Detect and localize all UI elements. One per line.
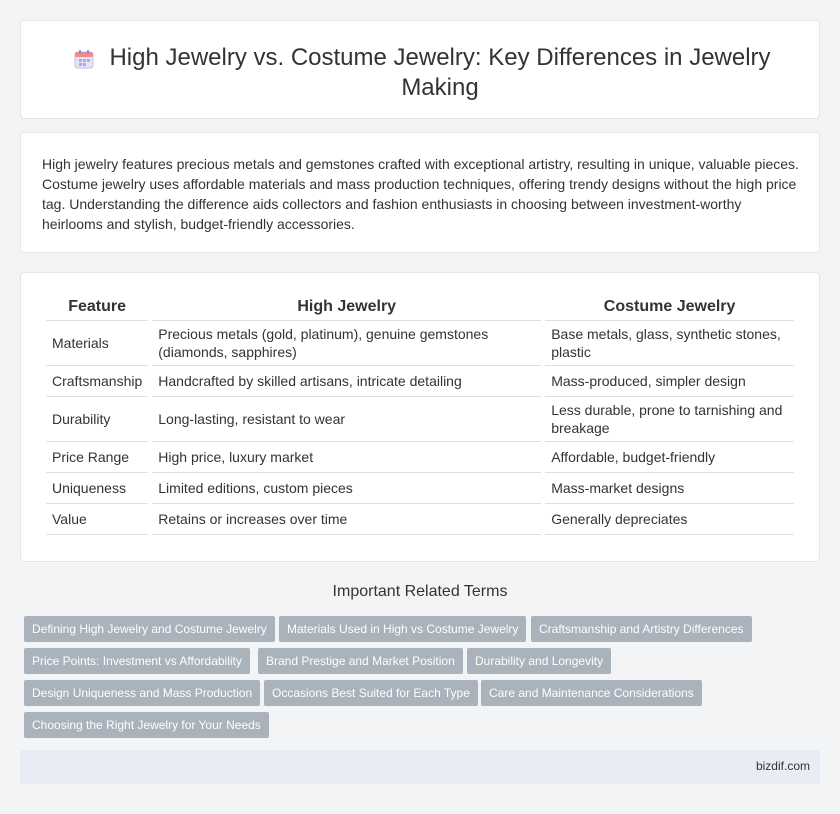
- related-tag[interactable]: Brand Prestige and Market Position: [258, 648, 463, 674]
- comparison-table: [42, 293, 798, 535]
- related-terms-title: Important Related Terms: [332, 583, 508, 600]
- table-cell: Mass-market designs: [545, 473, 794, 504]
- related-tag[interactable]: Care and Maintenance Considerations: [481, 680, 702, 706]
- related-tag[interactable]: Choosing the Right Jewelry for Your Needs: [24, 712, 269, 738]
- table-header-row: [46, 293, 794, 321]
- table-cell: Materials: [46, 321, 148, 366]
- related-tag[interactable]: Occasions Best Suited for Each Type: [264, 680, 478, 706]
- comparison-card: [20, 272, 820, 562]
- intro-card: [20, 132, 820, 253]
- table-row: [46, 442, 794, 473]
- table-cell: Uniqueness: [46, 473, 148, 504]
- header-high-jewelry: High Jewelry: [152, 293, 541, 321]
- intro-paragraph: High jewelry features precious metals and gemstones crafted with exceptional artistry, resulting in unique, valuable pieces. Costume jewelry uses affordable materials and mass production techniques, offering trendy designs without the high price tag. Understanding the difference aids collectors and fashion enthusiasts in choosing between investment-worthy heirlooms and stylish, budget-friendly accessories.: [42, 156, 799, 232]
- table-cell: Value: [46, 504, 148, 535]
- related-tag[interactable]: Durability and Longevity: [467, 648, 611, 674]
- page-title: High Jewelry vs. Costume Jewelry: Key Differences in Jewelry Making: [109, 44, 771, 101]
- table-cell: Craftsmanship: [46, 366, 148, 397]
- table-cell: Base metals, glass, synthetic stones, plastic: [545, 321, 794, 366]
- table-cell: Limited editions, custom pieces: [152, 473, 541, 504]
- table-cell: Price Range: [46, 442, 148, 473]
- table-row: [46, 366, 794, 397]
- table-cell: Durability: [46, 397, 148, 442]
- table-cell: Less durable, prone to tarnishing and breakage: [545, 397, 794, 442]
- table-cell: Affordable, budget-friendly: [545, 442, 794, 473]
- related-tag[interactable]: Price Points: Investment vs Affordability: [24, 648, 250, 674]
- header-card: [20, 20, 820, 119]
- table-cell: Long-lasting, resistant to wear: [152, 397, 541, 442]
- header-feature: Feature: [46, 293, 148, 321]
- related-tag[interactable]: Defining High Jewelry and Costume Jewelry: [24, 616, 275, 642]
- related-tag[interactable]: Design Uniqueness and Mass Production: [24, 680, 260, 706]
- footer-site-link[interactable]: bizdif.com: [755, 759, 810, 773]
- footer: [20, 750, 820, 784]
- table-cell: High price, luxury market: [152, 442, 541, 473]
- table-cell: Retains or increases over time: [152, 504, 541, 535]
- header-costume-jewelry: Costume Jewelry: [545, 293, 794, 321]
- related-tag[interactable]: Craftsmanship and Artistry Differences: [531, 616, 752, 642]
- table-cell: Mass-produced, simpler design: [545, 366, 794, 397]
- table-cell: Generally depreciates: [545, 504, 794, 535]
- table-row: [46, 321, 794, 366]
- table-cell: Handcrafted by skilled artisans, intricate detailing: [152, 366, 541, 397]
- table-row: [46, 473, 794, 504]
- table-row: [46, 397, 794, 442]
- table-cell: Precious metals (gold, platinum), genuine gemstones (diamonds, sapphires): [152, 321, 541, 366]
- table-row: [46, 504, 794, 535]
- related-tag[interactable]: Materials Used in High vs Costume Jewelry: [279, 616, 526, 642]
